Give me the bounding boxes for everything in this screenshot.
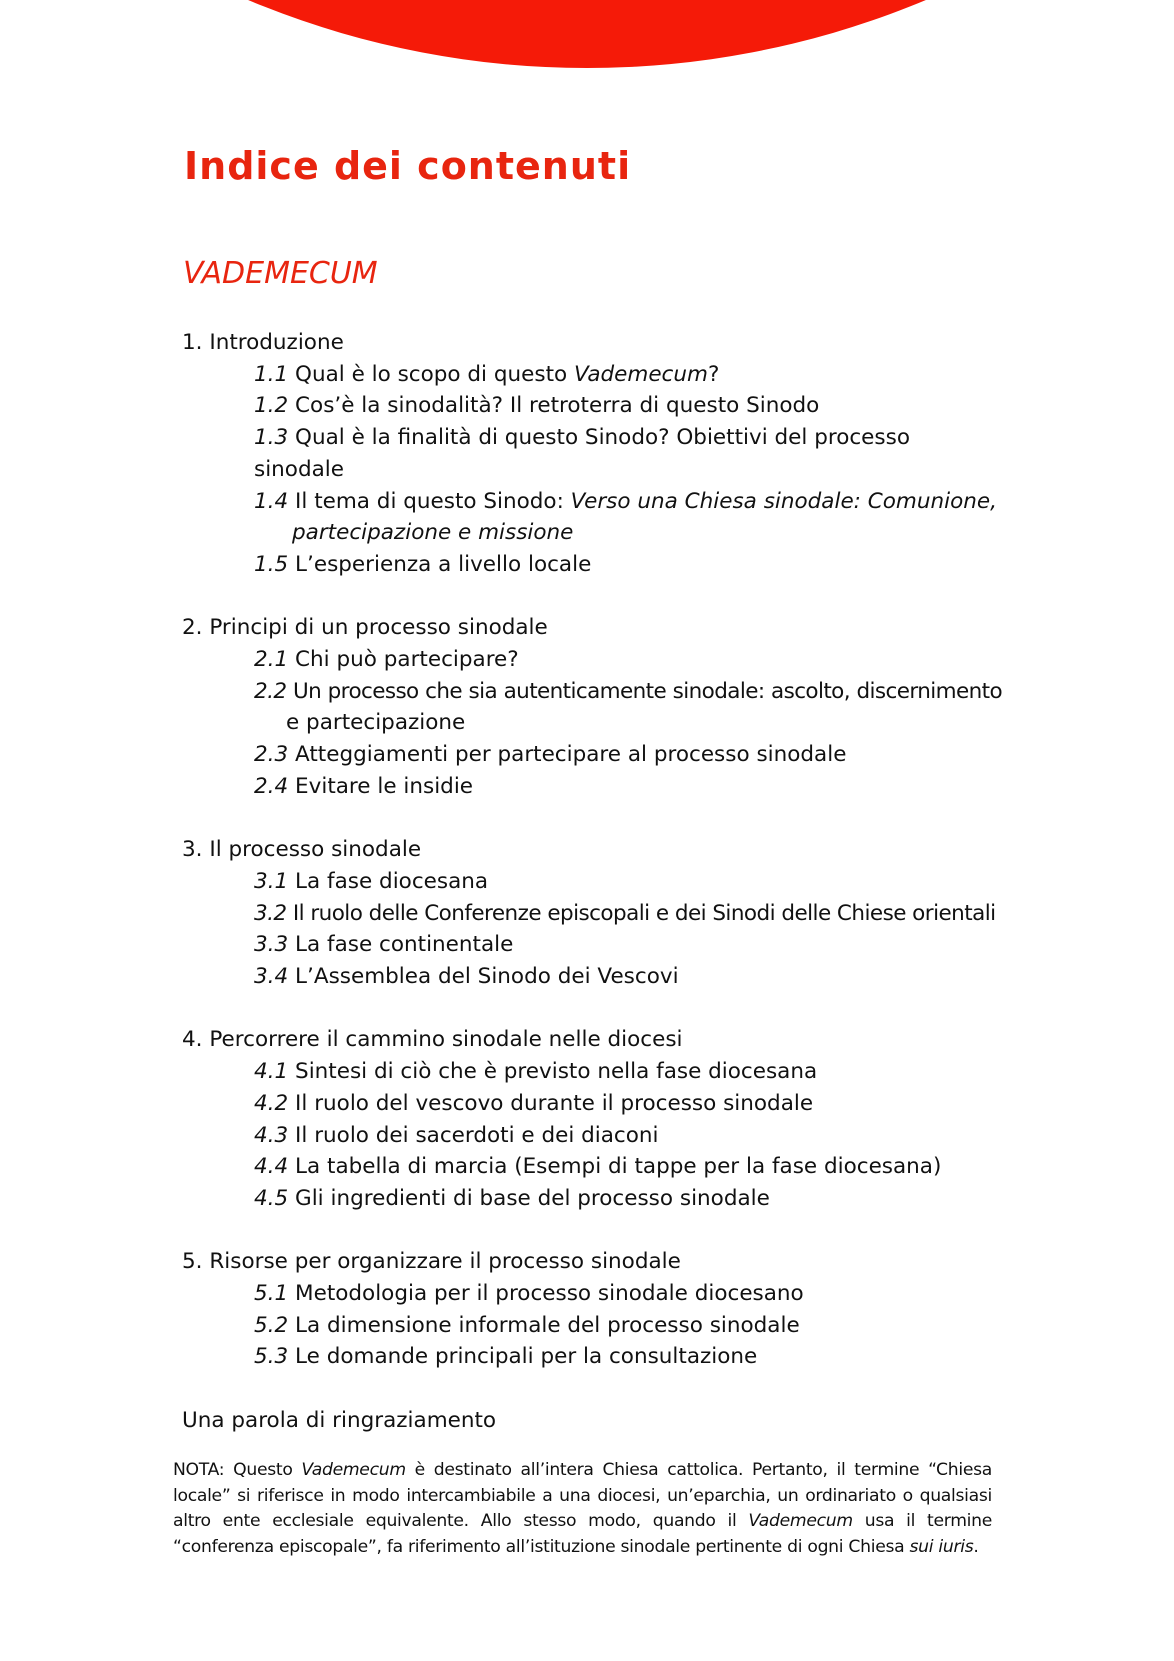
item-text: Atteggiamenti per partecipare al processo sinodale <box>295 742 847 768</box>
item-number: 5.2 <box>254 1312 289 1338</box>
note-line <box>173 1458 992 1484</box>
item-text: Cos’è la sinodalità? Il retroterra di questo Sinodo <box>295 393 820 419</box>
item-number: 1.2 <box>254 393 289 419</box>
note-text-emphasis: Vademecum <box>748 1511 853 1532</box>
item-number: 3.2 <box>254 900 287 926</box>
note-text: è destinato all’intera Chiesa cattolica. Pertanto, il termine “Chiesa <box>405 1460 992 1480</box>
item-text: Sintesi di ciò che è previsto nella fase diocesana <box>295 1059 818 1085</box>
item-number: 3.3 <box>254 932 289 958</box>
toc-item[interactable] <box>182 866 1002 898</box>
item-number: 5.3 <box>254 1344 289 1370</box>
toc-item[interactable] <box>182 1088 1002 1120</box>
item-text: Le domande principali per la consultazione <box>295 1344 758 1370</box>
note-text: altro ente ecclesiale equivalente. Allo stesso modo, quando il <box>173 1511 749 1532</box>
section-heading: VADEMECUM <box>183 256 378 291</box>
chapter-title[interactable]: 3. Il processo sinodale <box>182 837 422 863</box>
item-text: Evitare le insidie <box>295 773 474 799</box>
item-number: 2.2 <box>254 678 287 704</box>
toc-item[interactable] <box>182 359 1002 391</box>
item-text: Il ruolo delle Conferenze episcopali e dei Sinodi delle Chiese orientali <box>292 900 996 926</box>
toc-item[interactable] <box>182 1056 1002 1088</box>
item-number: 1.5 <box>254 551 289 577</box>
toc-item[interactable] <box>182 549 1002 581</box>
table-of-contents <box>182 327 1002 1468</box>
item-text: Il ruolo del vescovo durante il processo sinodale <box>295 1090 814 1116</box>
toc-item[interactable] <box>182 1341 1002 1373</box>
toc-chapter <box>182 1024 1002 1214</box>
toc-item[interactable] <box>182 1183 1002 1215</box>
note-text-emphasis: sui iuris <box>909 1536 974 1557</box>
chapter-title[interactable]: 4. Percorrere il cammino sinodale nelle diocesi <box>182 1027 683 1053</box>
toc-item[interactable] <box>182 1151 1002 1183</box>
toc-item[interactable] <box>182 676 1002 739</box>
item-number: 1.3 <box>254 425 289 451</box>
top-red-banner <box>0 0 1174 68</box>
item-text: Un processo che sia autenticamente sinodale: ascolto, discernimento <box>292 678 1002 704</box>
toc-item[interactable] <box>182 929 1002 961</box>
toc-item[interactable] <box>182 898 1002 930</box>
toc-item[interactable] <box>182 1120 1002 1152</box>
item-number: 4.2 <box>254 1090 289 1116</box>
note-paragraph <box>173 1458 992 1560</box>
note-text: . <box>973 1536 979 1557</box>
item-number: 3.4 <box>254 964 289 990</box>
item-number: 2.1 <box>254 647 289 673</box>
chapter-title[interactable]: 5. Risorse per organizzare il processo sinodale <box>182 1249 681 1275</box>
item-text-continuation: partecipazione e missione <box>292 520 574 546</box>
item-number: 4.4 <box>254 1154 289 1180</box>
toc-chapter <box>182 1405 1002 1437</box>
chapter-title[interactable]: 1. Introduzione <box>182 330 344 355</box>
note-text-emphasis: Vademecum <box>301 1460 406 1480</box>
item-text: Il tema di questo Sinodo: <box>295 488 571 514</box>
note-text: Questo <box>233 1460 302 1480</box>
item-text: Gli ingredienti di base del processo sinodale <box>295 1185 770 1211</box>
item-number: 4.1 <box>254 1059 289 1085</box>
note-line: locale” si riferisce in modo intercambiabile a una diocesi, un’eparchia, un ordinariato o qualsiasi <box>173 1485 992 1506</box>
item-text: Il ruolo dei sacerdoti e dei diaconi <box>295 1122 659 1148</box>
toc-chapter <box>182 612 1002 802</box>
toc-item[interactable] <box>182 1310 1002 1342</box>
item-text: Qual è la finalità di questo Sinodo? Obiettivi del processo sinodale <box>254 425 910 482</box>
item-text: La dimensione informale del processo sinodale <box>295 1312 800 1338</box>
item-text-emphasis: Vademecum <box>574 361 708 387</box>
item-text-emphasis: Verso una Chiesa sinodale: Comunione, <box>570 488 997 514</box>
note-line <box>173 1509 992 1535</box>
toc-item[interactable] <box>182 644 1002 676</box>
item-text: La fase diocesana <box>295 868 489 894</box>
toc-item[interactable] <box>182 390 1002 422</box>
item-number: 1.1 <box>254 361 289 387</box>
item-number: 2.4 <box>254 773 289 799</box>
toc-item[interactable] <box>182 961 1002 993</box>
item-text: Metodologia per il processo sinodale diocesano <box>295 1281 804 1307</box>
item-text: La tabella di marcia (Esempi di tappe per la fase diocesana) <box>295 1154 942 1180</box>
toc-chapter <box>182 1246 1002 1373</box>
item-text: Qual è lo scopo di questo <box>295 361 574 387</box>
item-number: 5.1 <box>254 1281 289 1307</box>
item-text: Chi può partecipare? <box>295 647 519 673</box>
item-text: L’Assemblea del Sinodo dei Vescovi <box>295 964 679 990</box>
note-label: NOTA: <box>173 1460 225 1480</box>
item-number: 4.3 <box>254 1122 289 1148</box>
toc-item[interactable] <box>182 422 1002 485</box>
toc-item[interactable] <box>182 739 1002 771</box>
item-text-continuation: e partecipazione <box>286 710 466 736</box>
toc-item[interactable] <box>182 1278 1002 1310</box>
closing-item[interactable]: Una parola di ringraziamento <box>182 1407 497 1433</box>
item-text: ? <box>707 361 720 387</box>
note-text: “conferenza episcopale”, fa riferimento all’istituzione sinodale pertinente di ogni Chiesa <box>173 1536 910 1557</box>
toc-chapter <box>182 834 1002 993</box>
note-line <box>173 1535 992 1561</box>
note-text: usa il termine <box>852 1511 993 1532</box>
toc-chapter <box>182 327 1002 581</box>
chapter-title[interactable]: 2. Principi di un processo sinodale <box>182 615 548 641</box>
item-text: La fase continentale <box>295 932 514 958</box>
toc-item[interactable] <box>182 771 1002 803</box>
item-number: 3.1 <box>254 868 289 894</box>
item-text: L’esperienza a livello locale <box>295 551 592 577</box>
item-number: 2.3 <box>254 742 289 768</box>
item-number: 4.5 <box>254 1185 289 1211</box>
page-title: Indice dei contenuti <box>184 144 632 188</box>
item-number: 1.4 <box>254 488 289 514</box>
toc-item[interactable] <box>182 486 1002 549</box>
